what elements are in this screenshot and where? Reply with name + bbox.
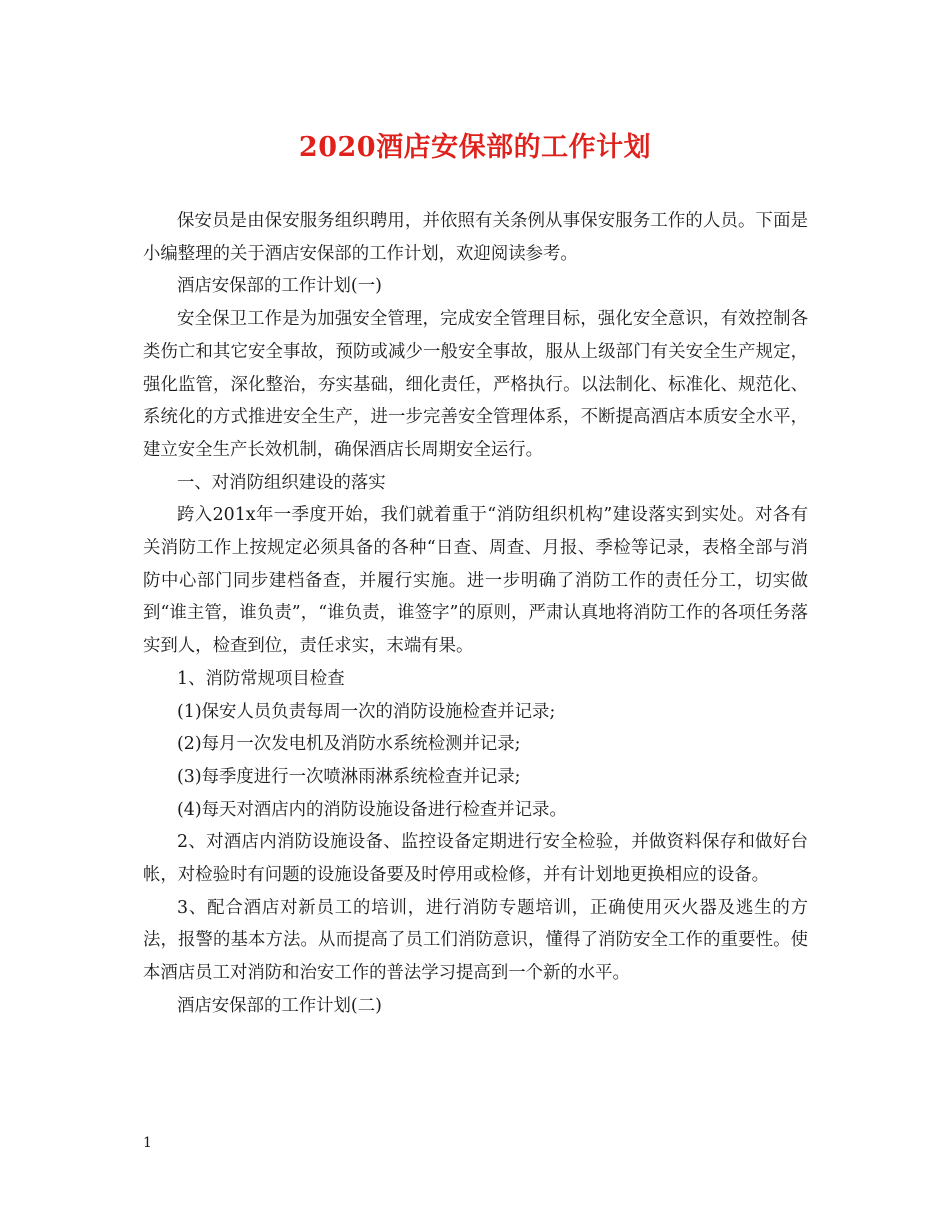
intro-paragraph: 保安员是由保安服务组织聘用，并依照有关条例从事保安服务工作的人员。下面是小编整理的关于酒店安保部的工作计划，欢迎阅读参考。 <box>143 211 808 264</box>
list-item: (3)每季度进行一次喷淋雨淋系统检查并记录; <box>177 766 521 787</box>
body-paragraph: 2、对酒店内消防设施设备、监控设备定期进行安全检验，并做资料保存和做好台帐，对检验时有问题的设施设备要及时停用或检修，并有计划地更换相应的设备。 <box>143 832 808 886</box>
body-paragraph: 安全保卫工作是为加强安全管理，完成安全管理目标，强化安全意识，有效控制各类伤亡和其它安全事故，预防或减少一般安全事故，服从上级部门有关安全生产规定，强化监管，深化整治，夯实基础，细化责任，严格执行。以法制化、标准化、规范化、系统化的方式推进安全生产，进一步完善安全管理体系，不断提高酒店本质安全水平，建立安全生产长效机制，确保酒店长周期安全运行。 <box>143 309 808 460</box>
section-heading-plan-2: 酒店安保部的工作计划(二) <box>177 995 382 1016</box>
list-item: (1)保安人员负责每周一次的消防设施检查并记录; <box>177 701 556 722</box>
list-heading: 1、消防常规项目检查 <box>177 668 345 689</box>
document-title: 2020酒店安保部的工作计划 <box>298 132 652 163</box>
body-paragraph: 3、配合酒店对新员工的培训，进行消防专题培训，正确使用灭火器及逃生的方法，报警的基本方法。从而提高了员工们消防意识，懂得了消防安全工作的重要性。使本酒店员工对消防和治安工作的普法学习提高到一个新的水平。 <box>143 897 808 984</box>
document-body <box>143 205 808 1023</box>
page-number: 1 <box>143 1135 152 1151</box>
body-paragraph: 跨入201x年一季度开始，我们就着重于“消防组织机构”建设落实到实处。对各有关消防工作上按规定必须具备的各种“日查、周查、月报、季检等记录，表格全部与消防中心部门同步建档备查，并履行实施。进一步明确了消防工作的责任分工，切实做到“谁主管，谁负责”，“谁负责，谁签字”的原则，严肃认真地将消防工作的各项任务落实到人，检查到位，责任求实，末端有果。 <box>143 505 808 657</box>
section-heading-plan-1: 酒店安保部的工作计划(一) <box>177 276 382 297</box>
list-item: (2)每月一次发电机及消防水系统检测并记录; <box>177 734 521 755</box>
subsection-heading: 一、对消防组织建设的落实 <box>177 472 386 493</box>
list-item: (4)每天对酒店内的消防设施设备进行检查并记录。 <box>177 799 567 820</box>
